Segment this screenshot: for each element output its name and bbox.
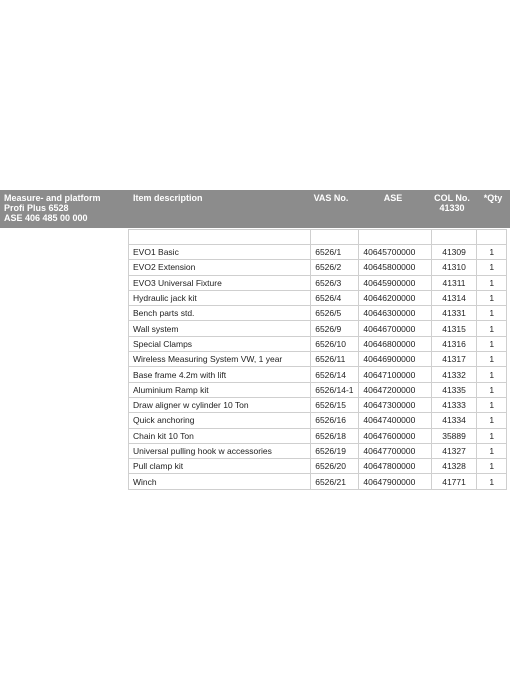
table-header-band [0, 190, 510, 228]
cell-ase: 40647400000 [359, 413, 431, 428]
column-header-qty: *Qty [483, 193, 503, 203]
cell-item-description: Special Clamps [129, 336, 311, 351]
cell-ase: 40646900000 [359, 352, 431, 367]
cell-item-description: Winch [129, 474, 311, 489]
cell-vas-no: 6526/4 [311, 290, 359, 305]
cell-col-no: 41315 [431, 321, 477, 336]
cell-col-no: 41311 [431, 275, 477, 290]
cell-vas-no: 6526/9 [311, 321, 359, 336]
cell-ase: 40647700000 [359, 443, 431, 458]
cell-qty: 1 [477, 245, 507, 260]
cell-col-no: 41331 [431, 306, 477, 321]
cell-item-description: Bench parts std. [129, 306, 311, 321]
table-row [129, 367, 507, 382]
cell-ase: 40647600000 [359, 428, 431, 443]
cell-col-no: 41335 [431, 382, 477, 397]
cell-ase: 40647200000 [359, 382, 431, 397]
table-row [129, 413, 507, 428]
cell-qty: 1 [477, 336, 507, 351]
cell-vas-no: 6526/20 [311, 459, 359, 474]
parts-table [128, 229, 507, 490]
parts-table-body [129, 230, 507, 490]
table-row [129, 352, 507, 367]
table-row [129, 290, 507, 305]
column-header-item-description: Item description [133, 193, 203, 203]
cell-qty: 1 [477, 382, 507, 397]
cell-ase: 40647900000 [359, 474, 431, 489]
cell-qty: 1 [477, 443, 507, 458]
column-header-col-no [430, 193, 474, 213]
cell-qty: 1 [477, 306, 507, 321]
cell-item-description: Hydraulic jack kit [129, 290, 311, 305]
cell-item-description: EVO2 Extension [129, 260, 311, 275]
cell-vas-no: 6526/14-1 [311, 382, 359, 397]
cell-ase: 40646800000 [359, 336, 431, 351]
cell-col-no: 41309 [431, 245, 477, 260]
cell-qty: 1 [477, 459, 507, 474]
cell-col-no: 41332 [431, 367, 477, 382]
cell-ase: 40646300000 [359, 306, 431, 321]
column-header-vas-no: VAS No. [313, 193, 349, 203]
cell-vas-no: 6526/3 [311, 275, 359, 290]
cell-item-description: Pull clamp kit [129, 459, 311, 474]
cell-ase: 40647300000 [359, 397, 431, 412]
table-row [129, 336, 507, 351]
cell-item-description: Wireless Measuring System VW, 1 year [129, 352, 311, 367]
cell-vas-no: 6526/21 [311, 474, 359, 489]
cell-qty: 1 [477, 321, 507, 336]
table-row [129, 459, 507, 474]
product-title [4, 193, 128, 223]
cell-qty: 1 [477, 474, 507, 489]
column-header-ase: ASE [383, 193, 403, 203]
cell-item-description: EVO3 Universal Fixture [129, 275, 311, 290]
cell-ase: 40647100000 [359, 367, 431, 382]
cell-ase: 40646700000 [359, 321, 431, 336]
blank-cell [311, 230, 359, 245]
cell-col-no: 41333 [431, 397, 477, 412]
cell-vas-no: 6526/5 [311, 306, 359, 321]
col-no-label: COL No. [434, 193, 470, 203]
cell-qty: 1 [477, 290, 507, 305]
product-title-line-3: ASE 406 485 00 000 [4, 213, 88, 223]
cell-vas-no: 6526/19 [311, 443, 359, 458]
cell-ase: 40647800000 [359, 459, 431, 474]
blank-cell [431, 230, 477, 245]
product-title-line-2: Profi Plus 6528 [4, 203, 69, 213]
cell-item-description: Quick anchoring [129, 413, 311, 428]
cell-qty: 1 [477, 413, 507, 428]
table-row [129, 321, 507, 336]
cell-vas-no: 6526/11 [311, 352, 359, 367]
cell-col-no: 41317 [431, 352, 477, 367]
cell-vas-no: 6526/1 [311, 245, 359, 260]
table-row [129, 397, 507, 412]
cell-qty: 1 [477, 428, 507, 443]
cell-item-description: Wall system [129, 321, 311, 336]
cell-col-no: 41310 [431, 260, 477, 275]
col-no-number: 41330 [439, 203, 465, 213]
table-row [129, 275, 507, 290]
cell-ase: 40645800000 [359, 260, 431, 275]
cell-item-description: EVO1 Basic [129, 245, 311, 260]
cell-item-description: Aluminium Ramp kit [129, 382, 311, 397]
blank-cell [359, 230, 431, 245]
table-row [129, 443, 507, 458]
cell-item-description: Universal pulling hook w accessories [129, 443, 311, 458]
cell-item-description: Draw aligner w cylinder 10 Ton [129, 397, 311, 412]
cell-vas-no: 6526/15 [311, 397, 359, 412]
cell-col-no: 41314 [431, 290, 477, 305]
cell-vas-no: 6526/14 [311, 367, 359, 382]
cell-qty: 1 [477, 367, 507, 382]
table-row [129, 260, 507, 275]
cell-item-description: Base frame 4.2m with lift [129, 367, 311, 382]
cell-vas-no: 6526/16 [311, 413, 359, 428]
product-title-line-1: Measure- and platform [4, 193, 101, 203]
table-row [129, 245, 507, 260]
cell-qty: 1 [477, 352, 507, 367]
cell-col-no: 41316 [431, 336, 477, 351]
blank-cell [477, 230, 507, 245]
cell-qty: 1 [477, 260, 507, 275]
cell-col-no: 41771 [431, 474, 477, 489]
cell-col-no: 35889 [431, 428, 477, 443]
cell-vas-no: 6526/10 [311, 336, 359, 351]
table-row-blank [129, 230, 507, 245]
table-row [129, 306, 507, 321]
cell-qty: 1 [477, 275, 507, 290]
cell-item-description: Chain kit 10 Ton [129, 428, 311, 443]
table-row [129, 382, 507, 397]
cell-ase: 40646200000 [359, 290, 431, 305]
table-row [129, 474, 507, 489]
cell-col-no: 41334 [431, 413, 477, 428]
cell-vas-no: 6526/18 [311, 428, 359, 443]
cell-col-no: 41328 [431, 459, 477, 474]
table-row [129, 428, 507, 443]
cell-col-no: 41327 [431, 443, 477, 458]
cell-qty: 1 [477, 397, 507, 412]
blank-cell [129, 230, 311, 245]
cell-ase: 40645700000 [359, 245, 431, 260]
cell-ase: 40645900000 [359, 275, 431, 290]
cell-vas-no: 6526/2 [311, 260, 359, 275]
